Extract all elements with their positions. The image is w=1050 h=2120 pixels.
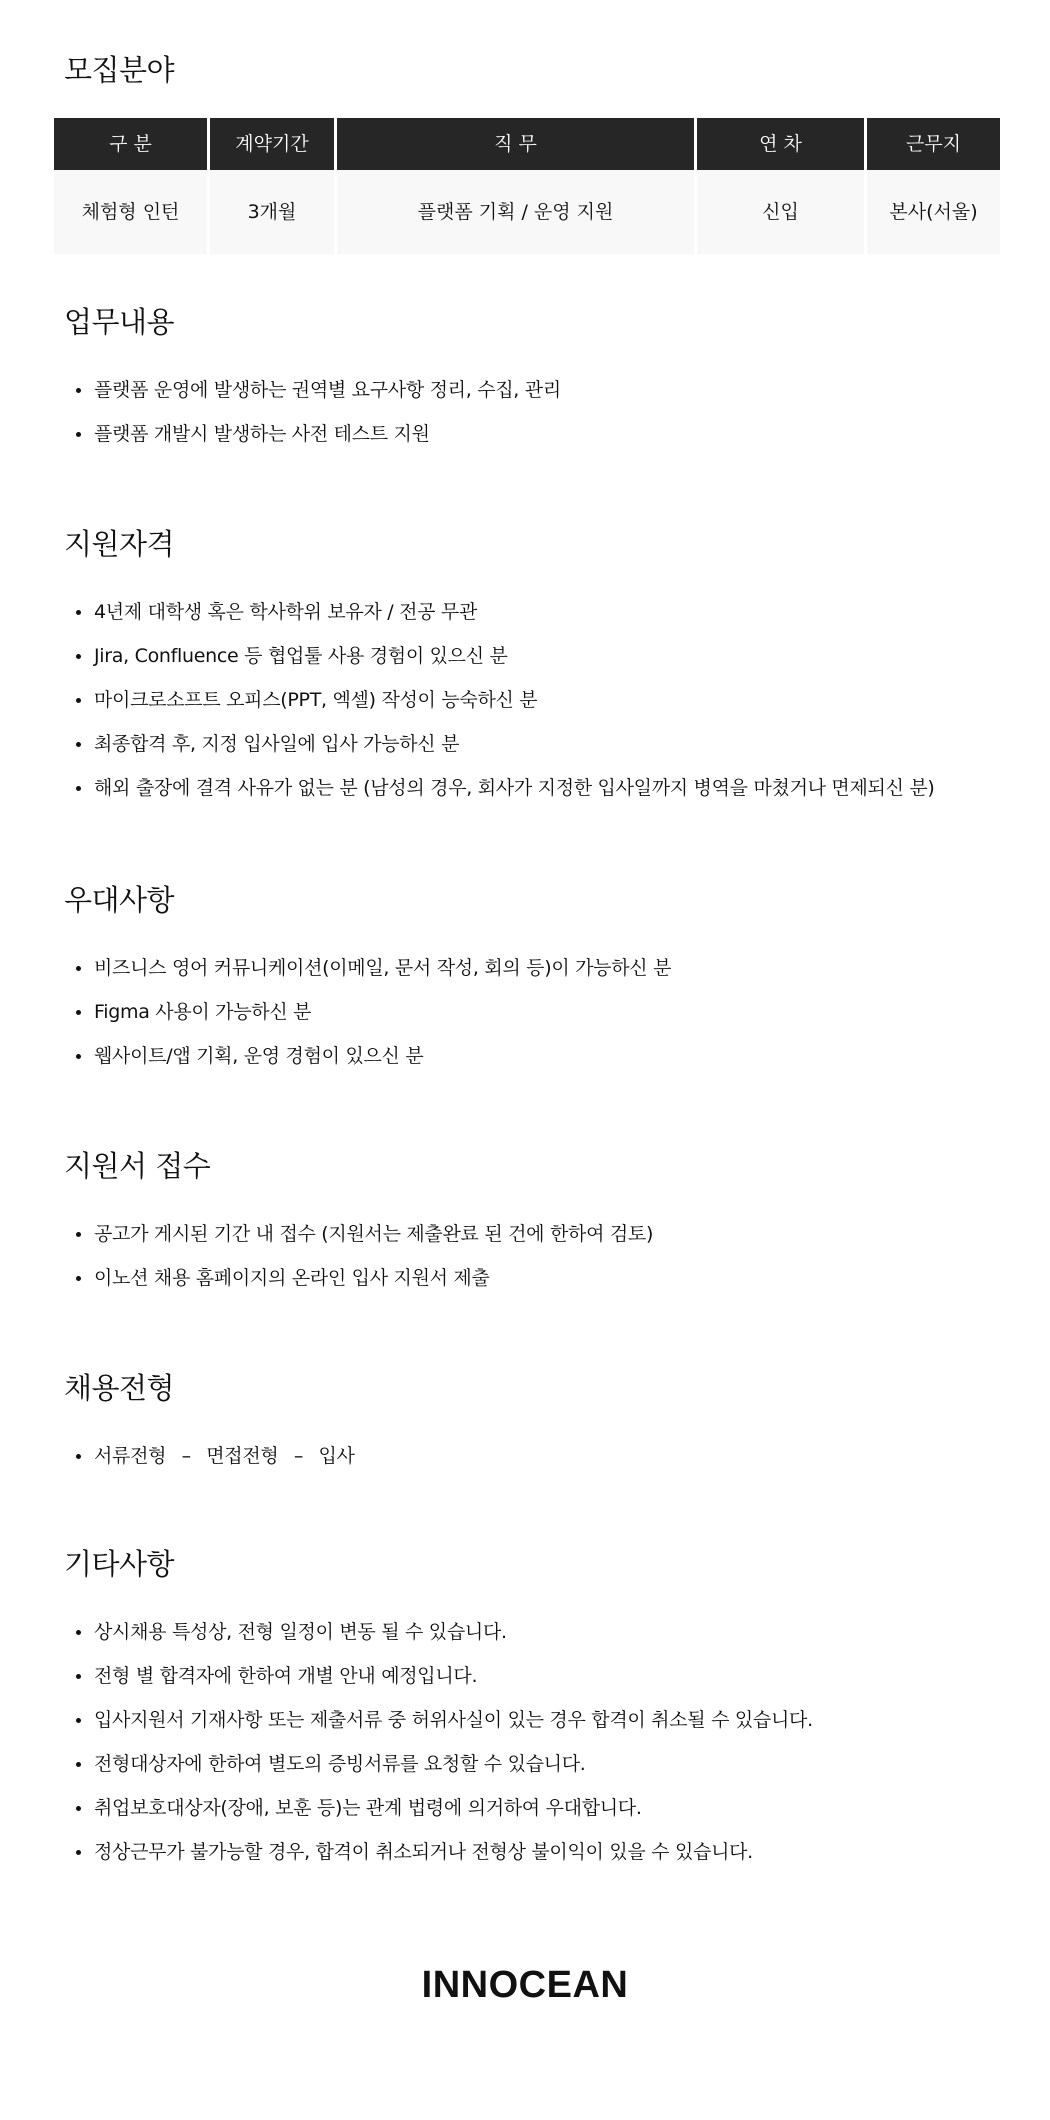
list-item-text: 플랫폼 운영에 발생하는 권역별 요구사항 정리, 수집, 관리 xyxy=(94,379,561,401)
table-cell: 본사(서울) xyxy=(867,170,1000,254)
list-item-text: 입사지원서 기재사항 또는 제출서류 중 허위사실이 있는 경우 합격이 취소될 수 있습니다. xyxy=(94,1709,813,1731)
bullet-icon xyxy=(76,1054,81,1059)
section-title-preferred: 우대사항 xyxy=(64,883,175,917)
etc-list xyxy=(0,1610,1050,1874)
list-item xyxy=(0,1434,1050,1478)
list-item-text: 취업보호대상자(장애, 보훈 등)는 관계 법령에 의거하여 우대합니다. xyxy=(94,1797,642,1819)
list-item xyxy=(0,634,1050,678)
list-item-text: 최종합격 후, 지정 입사일에 입사 가능하신 분 xyxy=(94,733,460,755)
table-header-cell: 연 차 xyxy=(697,118,864,170)
list-item xyxy=(0,990,1050,1034)
bullet-icon xyxy=(76,742,81,747)
bullet-icon xyxy=(76,966,81,971)
bullet-icon xyxy=(76,432,81,437)
list-item xyxy=(0,1654,1050,1698)
list-item-text: 공고가 게시된 기간 내 접수 (지원서는 제출완료 된 건에 한하여 검토) xyxy=(94,1223,654,1245)
bullet-icon xyxy=(76,610,81,615)
bullet-icon xyxy=(76,1010,81,1015)
application-list xyxy=(0,1212,1050,1300)
list-item xyxy=(0,1256,1050,1300)
list-item-text: 상시채용 특성상, 전형 일정이 변동 될 수 있습니다. xyxy=(94,1621,507,1643)
table-header-cell: 근무지 xyxy=(867,118,1000,170)
list-item xyxy=(0,368,1050,412)
bullet-icon xyxy=(76,1850,81,1855)
list-item xyxy=(0,1830,1050,1874)
section-title-etc: 기타사항 xyxy=(64,1547,175,1581)
table-cell: 신입 xyxy=(697,170,864,254)
process-step: 면접전형 xyxy=(206,1445,279,1467)
table-header-row xyxy=(54,118,1000,170)
list-item-text: Figma 사용이 가능하신 분 xyxy=(94,1001,312,1023)
table-cell: 체험형 인턴 xyxy=(54,170,207,254)
list-item xyxy=(0,1610,1050,1654)
bullet-icon xyxy=(76,1276,81,1281)
table-cell: 플랫폼 기획 / 운영 지원 xyxy=(337,170,694,254)
recruitment-table xyxy=(54,118,1000,254)
qualifications-list xyxy=(0,590,1050,810)
innocean-logo: INNOCEAN xyxy=(421,1964,629,2006)
section-title-process: 채용전형 xyxy=(64,1371,175,1405)
table-header-cell: 구 분 xyxy=(54,118,207,170)
process-list xyxy=(0,1434,1050,1478)
list-item-text: 플랫폼 개발시 발생하는 사전 테스트 지원 xyxy=(94,423,430,445)
list-item xyxy=(0,412,1050,456)
bullet-icon xyxy=(76,654,81,659)
list-item xyxy=(0,1212,1050,1256)
list-item-text: 마이크로소프트 오피스(PPT, 엑셀) 작성이 능숙하신 분 xyxy=(94,689,538,711)
list-item-text: 비즈니스 영어 커뮤니케이션(이메일, 문서 작성, 회의 등)이 가능하신 분 xyxy=(94,957,672,979)
section-title-qualifications: 지원자격 xyxy=(64,527,175,561)
table-cell: 3개월 xyxy=(210,170,334,254)
list-item-text: 전형대상자에 한하여 별도의 증빙서류를 요청할 수 있습니다. xyxy=(94,1753,586,1775)
bullet-icon xyxy=(76,388,81,393)
list-item-text: 정상근무가 불가능할 경우, 합격이 취소되거나 전형상 불이익이 있을 수 있습니다. xyxy=(94,1841,753,1863)
bullet-icon xyxy=(76,698,81,703)
list-item xyxy=(0,766,1050,810)
process-step: 서류전형 xyxy=(94,1445,167,1467)
list-item-text: 이노션 채용 홈페이지의 온라인 입사 지원서 제출 xyxy=(94,1267,490,1289)
list-item xyxy=(0,590,1050,634)
section-title-duties: 업무내용 xyxy=(64,305,175,339)
list-item-text: 해외 출장에 결격 사유가 없는 분 (남성의 경우, 회사가 지정한 입사일까지 병역을 마쳤거나 면제되신 분) xyxy=(94,777,935,799)
list-item xyxy=(0,946,1050,990)
list-item xyxy=(0,1786,1050,1830)
section-title-application: 지원서 접수 xyxy=(64,1149,211,1183)
bullet-icon xyxy=(76,1674,81,1679)
list-item xyxy=(0,1742,1050,1786)
list-item xyxy=(0,1034,1050,1078)
bullet-icon xyxy=(76,1762,81,1767)
table-row xyxy=(54,170,1000,254)
list-item xyxy=(0,678,1050,722)
process-separator: – xyxy=(181,1445,191,1467)
list-item xyxy=(0,722,1050,766)
table-header-cell: 계약기간 xyxy=(210,118,334,170)
bullet-icon xyxy=(76,1454,81,1459)
preferred-list xyxy=(0,946,1050,1078)
bullet-icon xyxy=(76,786,81,791)
list-item-text: Jira, Confluence 등 협업툴 사용 경험이 있으신 분 xyxy=(94,645,508,667)
bullet-icon xyxy=(76,1232,81,1237)
duties-list xyxy=(0,368,1050,456)
bullet-icon xyxy=(76,1630,81,1635)
table-header-cell: 직 무 xyxy=(337,118,694,170)
process-separator: – xyxy=(293,1445,304,1467)
list-item xyxy=(0,1698,1050,1742)
process-step: 입사 xyxy=(318,1445,355,1467)
list-item-text: 전형 별 합격자에 한하여 개별 안내 예정입니다. xyxy=(94,1665,478,1687)
list-item-text: 4년제 대학생 혹은 학사학위 보유자 / 전공 무관 xyxy=(94,601,478,623)
bullet-icon xyxy=(76,1718,81,1723)
bullet-icon xyxy=(76,1806,81,1811)
section-title-recruitment: 모집분야 xyxy=(64,53,175,87)
list-item-text: 웹사이트/앱 기획, 운영 경험이 있으신 분 xyxy=(94,1045,424,1067)
